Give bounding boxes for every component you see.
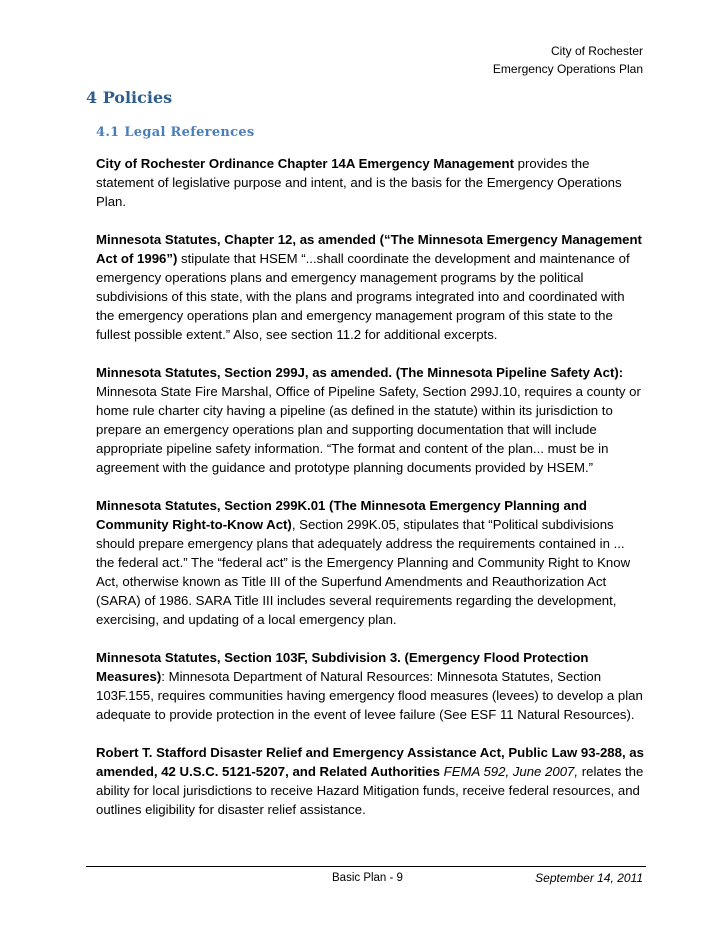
paragraph [96, 496, 644, 629]
paragraph-text: Minnesota State Fire Marshal, Office of Pipeline Safety, Section 299J.10, requires a county or home rule charter city having a pipeline (as defined in the statute) within its jurisdiction to prepare an emergency operations plan and supporting documentation that will include appropriate pipeline safety information. “The format and content of the plan... must be in agreement with the guidance and prototype planning documents provided by HSEM.” [96, 384, 641, 475]
running-header [493, 42, 643, 78]
paragraph-text: relates the ability for local jurisdictions to receive Hazard Mitigation funds, receive federal resources, and outlines eligibility for disaster relief assistance. [96, 764, 644, 817]
paragraph [96, 363, 644, 477]
paragraph-citation: City of Rochester Ordinance Chapter 14A Emergency Management [96, 156, 514, 171]
subsection-heading: 4.1 Legal References [96, 125, 255, 140]
section-heading: 4 Policies [86, 88, 173, 107]
paragraph-italic: FEMA 592, June 2007, [439, 764, 579, 779]
paragraph-citation: Minnesota Statutes, Section 299J, as amended. (The Minnesota Pipeline Safety Act): [96, 365, 624, 380]
paragraph-text: provides the statement of legislative purpose and intent, and is the basis for the Emergency Operations Plan. [96, 156, 622, 209]
footer-page-number: Basic Plan - 9 [332, 872, 403, 884]
footer-divider [86, 866, 646, 867]
footer-date: September 14, 2011 [535, 871, 643, 885]
paragraph-text: : Minnesota Department of Natural Resources: Minnesota Statutes, Section 103F.155, requires communities having emergency flood measures (levees) to develop a plan adequate to provide protection in the event of levee failure (See ESF 11 Natural Resources). [96, 669, 643, 722]
paragraph-citation: Minnesota Statutes, Section 103F, Subdivision 3. (Emergency Flood Protection Measures) [96, 650, 589, 684]
paragraph-text: stipulate that HSEM “...shall coordinate the development and maintenance of emergency operations plans and emergency management programs by the political subdivisions of this state, with the plans and programs integrated into and coordinated with the emergency operations plan and emergency management program of this state to the fullest possible extent.” Also, see section 11.2 for additional excerpts. [96, 251, 630, 342]
paragraph [96, 743, 644, 819]
paragraph-citation: Robert T. Stafford Disaster Relief and Emergency Assistance Act, Public Law 93-288, as amended, 42 U.S.C. 5121-5207, and Related Authorities [96, 745, 644, 779]
document-body [96, 154, 644, 838]
paragraph-citation: Minnesota Statutes, Chapter 12, as amended (“The Minnesota Emergency Management Act of 1996”) [96, 232, 642, 266]
paragraph-text: , Section 299K.05, stipulates that “Political subdivisions should prepare emergency plans that adequately address the requirements contained in ... the federal act.” The “federal act” is the Emergency Planning and Community Right to Know Act, otherwise known as Title III of the Superfund Amendments and Reauthorization Act (SARA) of 1986. SARA Title III includes several requirements regarding the development, exercising, and updating of a local emergency plan. [96, 517, 631, 627]
paragraph [96, 154, 644, 211]
paragraph [96, 648, 644, 724]
header-document-title: Emergency Operations Plan [492, 62, 643, 76]
header-organization: City of Rochester [550, 44, 643, 58]
paragraph [96, 230, 644, 344]
paragraph-citation: Minnesota Statutes, Section 299K.01 (The Minnesota Emergency Planning and Community Right-to-Know Act) [96, 498, 587, 532]
